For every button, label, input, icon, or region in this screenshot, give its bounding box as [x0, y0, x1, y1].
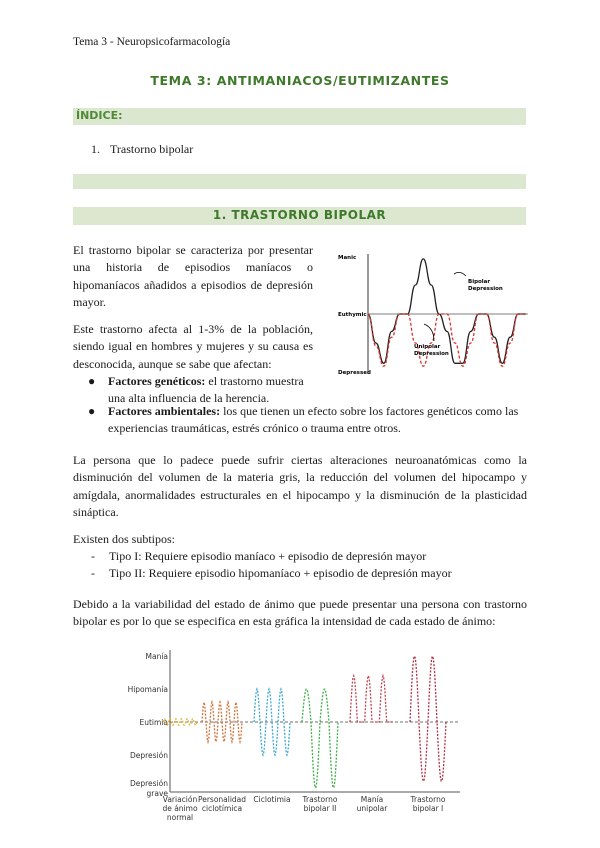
- bullet-environmental-text: los que tienen un efecto sobre los factores genéticos como las experiencias traumáticas, estrés crónico o trauma entre otros.: [108, 404, 519, 436]
- bullet-genetic-label: Factores genéticos:: [108, 374, 206, 388]
- bullet-dot: ●: [88, 374, 96, 388]
- page-header: Tema 3 - Neuropsicofarmacología: [73, 36, 231, 48]
- subtype-dash: -: [91, 566, 95, 580]
- bipolar-arrow: [454, 272, 466, 276]
- bullet-genetic-text: el trastorno muestra una alta influencia de la herencia.: [108, 374, 304, 406]
- y-tick-label: Depresión: [129, 779, 168, 788]
- label-manic: Manic: [338, 255, 357, 261]
- label-bipolar: [468, 279, 503, 292]
- label-bipolar-line2: Depression: [468, 286, 503, 292]
- label-depressed: Depressed: [338, 370, 371, 376]
- subtype-2: Tipo II: Requiere episodio hipomaníaco + episodio de depresión mayor: [109, 566, 452, 580]
- x-tick-label: de ánimo: [162, 804, 198, 813]
- y-tick-label: Manía: [145, 652, 168, 661]
- x-tick-label: unipolar: [356, 804, 388, 813]
- mood-spectrum-chart: [127, 644, 470, 829]
- divider-band: [73, 174, 526, 189]
- x-tick-label: Personalidad: [197, 795, 247, 804]
- label-unipolar: [414, 344, 449, 357]
- y-tick-label: Depresión: [129, 751, 168, 760]
- x-tick-label: bipolar II: [303, 804, 337, 813]
- bullet-environmental: [88, 403, 528, 438]
- series-unipolar-depression: [368, 314, 526, 366]
- bullet-dot: ●: [88, 404, 96, 418]
- x-tick-label: Trastorno: [410, 795, 446, 804]
- index-item-link[interactable]: Trastorno bipolar: [110, 142, 194, 156]
- paragraph-graph-intro: Debido a la variabilidad del estado de ánimo que puede presentar una persona con trastorno bipolar es por lo que se especifica en esta gráfica la intensidad de cada estado de ánimo:: [73, 597, 527, 629]
- x-tick-label: Variación: [162, 795, 198, 804]
- bullet-environmental-label: Factores ambientales:: [108, 404, 221, 418]
- section-heading: 1. TRASTORNO BIPOLAR: [212, 208, 387, 222]
- index-band: [73, 108, 526, 125]
- x-tick-label: Manía: [360, 795, 384, 804]
- page-title: TEMA 3: ANTIMANIACOS/EUTIMIZANTES: [150, 73, 450, 88]
- series-manía-unipolar: [350, 676, 394, 722]
- label-unipolar-line2: Depression: [414, 351, 449, 357]
- y-tick-label: grave: [146, 789, 168, 798]
- paragraph-neuroanatomy: La persona que lo padece puede sufrir ciertas alteraciones neuroanatómicas como la disminución del volumen de la materia gris, la reducción del volumen del hipocampo y amígdala, anormalidades estructurales en el hipocampo y la disminución de la plasticidad sináptica.: [73, 453, 527, 520]
- x-tick-label: ciclotímica: [201, 804, 243, 813]
- section-heading-band: [73, 207, 526, 225]
- series-trastorno-bipolar-ii: [302, 689, 338, 787]
- x-tick-label: bipolar I: [412, 804, 444, 813]
- y-tick-label: Hipomanía: [127, 685, 168, 694]
- subtypes-intro: Existen dos subtipos:: [73, 532, 176, 546]
- index-label: ÍNDICE:: [76, 109, 123, 122]
- x-tick-label: Trastorno: [302, 795, 338, 804]
- bipolar-unipolar-chart: [338, 248, 530, 380]
- label-euthymic: Euthymic: [338, 312, 367, 318]
- subtype-dash: -: [91, 549, 95, 563]
- series-trastorno-bipolar-i: [410, 656, 446, 781]
- index-item-number: 1.: [91, 142, 100, 156]
- x-tick-label: normal: [166, 813, 194, 822]
- series-bipolar-depression: [368, 259, 526, 363]
- subtype-1: Tipo I: Requiere episodio maníaco + episodio de depresión mayor: [109, 549, 427, 563]
- label-unipolar-line1: Unipolar: [414, 344, 441, 350]
- x-tick-label: Ciclotimia: [253, 795, 291, 804]
- label-bipolar-line1: Bipolar: [468, 279, 491, 285]
- y-tick-label: Eutimia: [139, 718, 168, 727]
- unipolar-arrow: [424, 324, 434, 341]
- paragraph-intro: El trastorno bipolar se caracteriza por presentar una historia de episodios maníacos o hipomaníacos añadidos a episodios de depresión mayor.: [73, 243, 313, 310]
- paragraph-prevalence: Este trastorno afecta al 1-3% de la población, siendo igual en hombres y mujeres y su causa es desconocida, aunque se sabe que afectan:: [73, 322, 313, 371]
